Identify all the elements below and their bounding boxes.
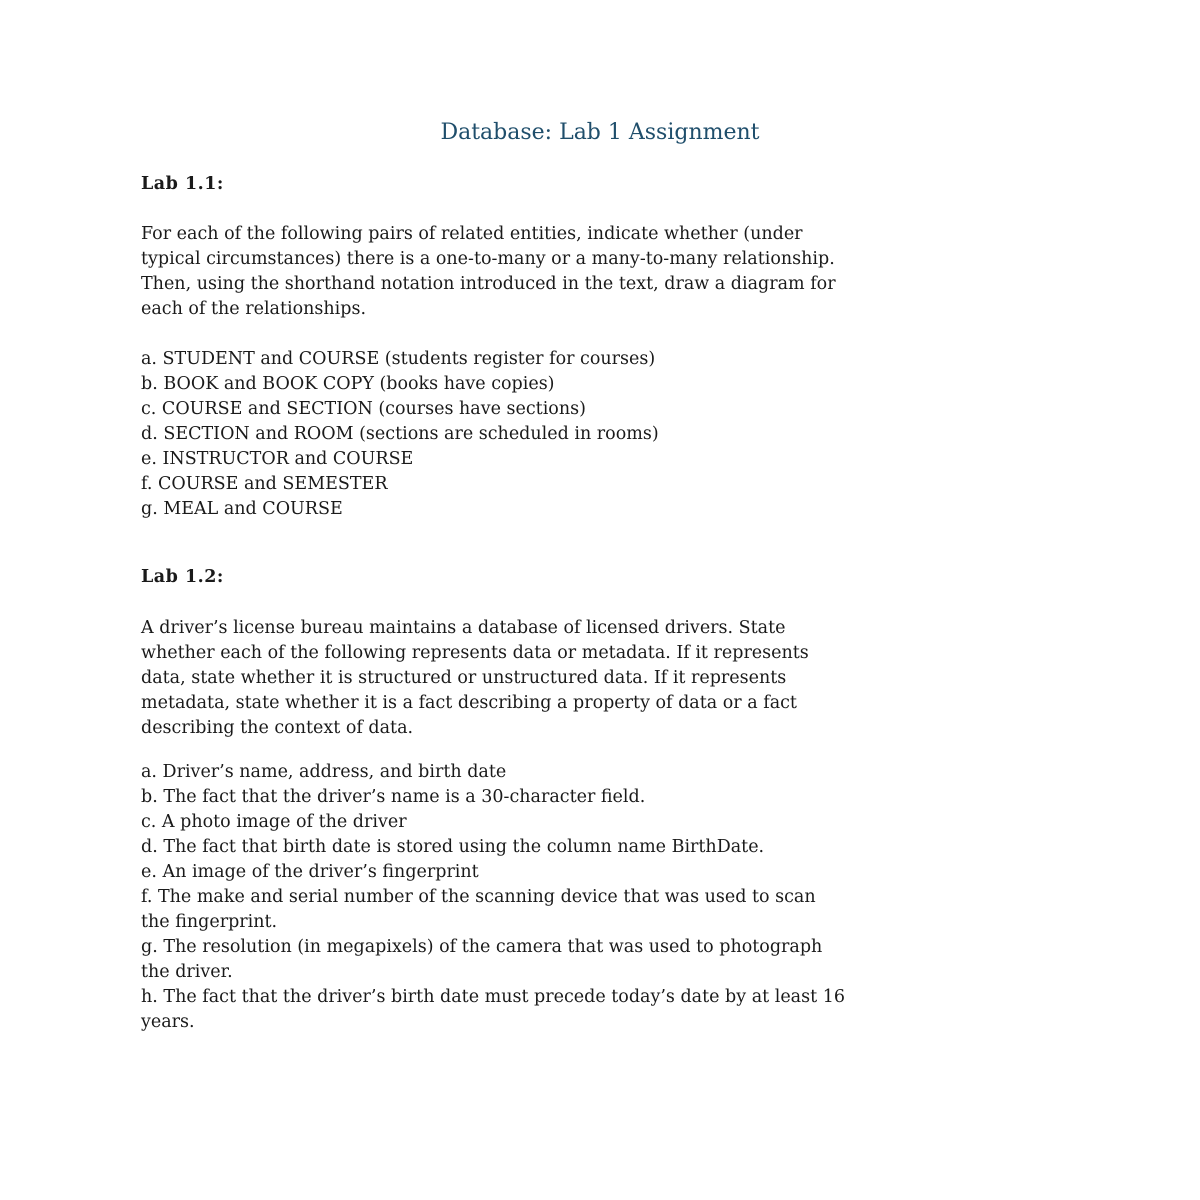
list-item: d. SECTION and ROOM (sections are scheduled in rooms): [141, 424, 659, 444]
list-item: a. STUDENT and COURSE (students register for courses): [141, 349, 656, 369]
lab-1-2-heading: Lab 1.2:: [141, 567, 224, 587]
list-item: c. A photo image of the driver: [141, 812, 407, 832]
list-item: f. The make and serial number of the scanning device that was used to scan: [141, 887, 816, 907]
paragraph-line: A driver’s license bureau maintains a database of licensed drivers. State: [141, 618, 786, 638]
list-item: a. Driver’s name, address, and birth date: [141, 762, 507, 782]
paragraph-line: metadata, state whether it is a fact describing a property of data or a fact: [141, 693, 797, 713]
paragraph-line: data, state whether it is structured or unstructured data. If it represents: [141, 668, 787, 688]
list-item: years.: [141, 1012, 195, 1032]
list-item: c. COURSE and SECTION (courses have sections): [141, 399, 586, 419]
lab-1-2-list: [141, 760, 845, 1035]
list-item: g. The resolution (in megapixels) of the camera that was used to photograph: [141, 937, 823, 957]
list-item: the fingerprint.: [141, 912, 278, 932]
list-item: e. INSTRUCTOR and COURSE: [141, 449, 414, 469]
paragraph-line: describing the context of data.: [141, 718, 414, 738]
paragraph-line: whether each of the following represents data or metadata. If it represents: [141, 643, 809, 663]
list-item: d. The fact that birth date is stored using the column name BirthDate.: [141, 837, 765, 857]
lab-1-1-list: [141, 347, 659, 522]
paragraph-line: typical circumstances) there is a one-to-many or a many-to-many relationship.: [141, 249, 835, 269]
list-item: the driver.: [141, 962, 233, 982]
list-item: f. COURSE and SEMESTER: [141, 474, 388, 494]
list-item: b. The fact that the driver’s name is a 30-character field.: [141, 787, 646, 807]
lab-1-2-intro: [141, 616, 809, 741]
list-item: g. MEAL and COURSE: [141, 499, 343, 519]
list-item: h. The fact that the driver’s birth date must precede today’s date by at least 16: [141, 987, 845, 1007]
list-item: b. BOOK and BOOK COPY (books have copies): [141, 374, 555, 394]
paragraph-line: Then, using the shorthand notation introduced in the text, draw a diagram for: [141, 274, 836, 294]
lab-1-1-intro: [141, 222, 836, 322]
paragraph-line: For each of the following pairs of related entities, indicate whether (under: [141, 224, 803, 244]
paragraph-line: each of the relationships.: [141, 299, 367, 319]
list-item: e. An image of the driver’s fingerprint: [141, 862, 479, 882]
lab-1-1-heading: Lab 1.1:: [141, 174, 224, 194]
document-title: Database: Lab 1 Assignment: [440, 120, 760, 145]
